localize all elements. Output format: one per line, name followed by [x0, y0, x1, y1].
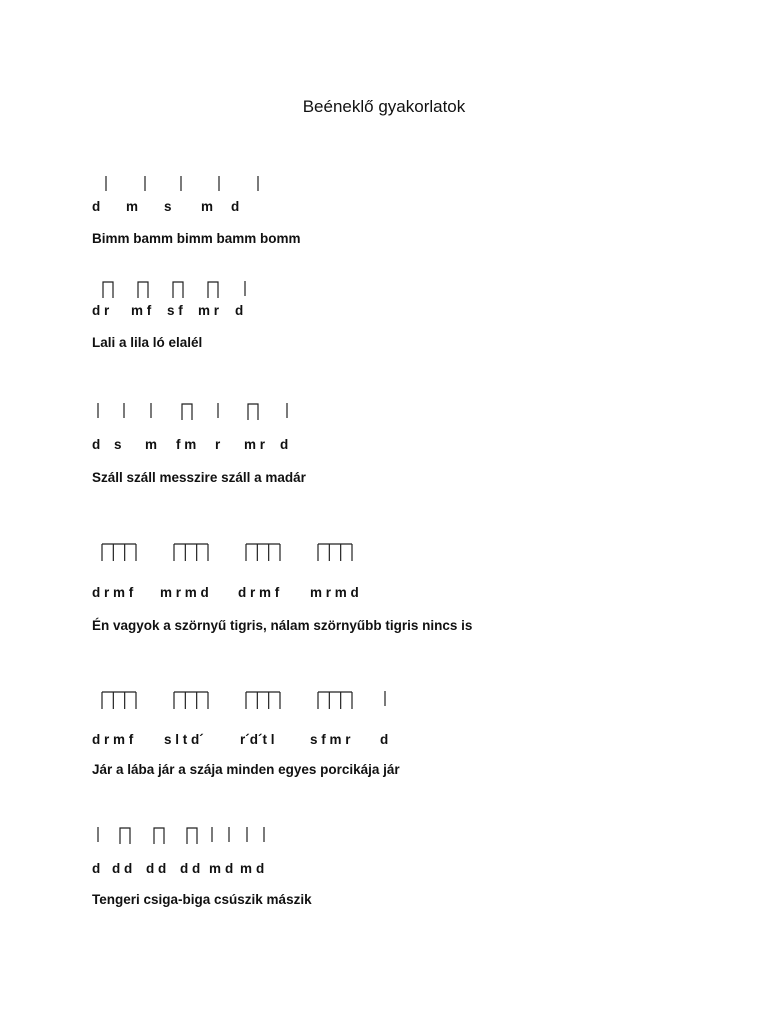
solfege-syllable: m r m d	[160, 585, 209, 600]
solfege-syllable: d	[92, 199, 101, 214]
rhythm-tiritiri-symbol	[246, 692, 280, 709]
rhythm-notation	[0, 174, 768, 198]
solfege-syllable: d	[235, 303, 244, 318]
rhythm-tiritiri-symbol	[102, 692, 136, 709]
solfege-syllable: d r m f	[92, 732, 134, 747]
solfege-syllable: d	[280, 437, 289, 452]
solfege-syllable: m f	[131, 303, 152, 318]
rhythm-titi-symbol	[187, 828, 197, 844]
solfege-syllable: d	[92, 437, 101, 452]
rhythm-titi-symbol	[248, 404, 258, 420]
solfege-syllable: d d	[112, 861, 133, 876]
solfege-syllable: m r m d	[310, 585, 359, 600]
rhythm-notation	[0, 825, 768, 849]
solfege-syllable: m r	[244, 437, 266, 452]
solfege-syllable: d r	[92, 303, 110, 318]
rhythm-notation	[0, 541, 768, 565]
lyric-line: Jár a lába jár a szája minden egyes porcikája jár	[92, 762, 400, 777]
rhythm-titi-symbol	[182, 404, 192, 420]
rhythm-titi-symbol	[154, 828, 164, 844]
solfege-syllable: m r	[198, 303, 220, 318]
solfege-syllable: m	[126, 199, 139, 214]
solfege-syllable: r´d´t l	[240, 732, 275, 747]
solfege-syllable: s l t d´	[164, 732, 204, 747]
solfege-syllable: m	[240, 861, 253, 876]
solfege-syllable: s	[164, 199, 172, 214]
solfege-syllable: d d	[180, 861, 201, 876]
rhythm-notation	[0, 689, 768, 713]
rhythm-titi-symbol	[120, 828, 130, 844]
rhythm-titi-symbol	[173, 282, 183, 298]
rhythm-titi-symbol	[103, 282, 113, 298]
rhythm-tiritiri-symbol	[246, 544, 280, 561]
rhythm-tiritiri-symbol	[174, 544, 208, 561]
solfege-syllable: r	[215, 437, 221, 452]
solfege-syllable: s	[114, 437, 122, 452]
solfege-syllable: s f m r	[310, 732, 351, 747]
solfege-syllable: m	[145, 437, 158, 452]
lyric-line: Lali a lila ló elalél	[92, 335, 203, 350]
solfege-syllable: m	[209, 861, 222, 876]
lyric-line: Száll száll messzire száll a madár	[92, 470, 306, 485]
solfege-syllable: d d	[146, 861, 167, 876]
solfege-syllable: d	[92, 861, 101, 876]
solfege-syllable: d	[225, 861, 234, 876]
rhythm-notation	[0, 279, 768, 303]
rhythm-tiritiri-symbol	[174, 692, 208, 709]
solfege-syllable: f m	[176, 437, 197, 452]
solfege-syllable: s f	[167, 303, 183, 318]
rhythm-notation	[0, 401, 768, 425]
solfege-syllable: d	[380, 732, 389, 747]
solfege-syllable: d r m f	[92, 585, 134, 600]
solfege-syllable: d r m f	[238, 585, 280, 600]
lyric-line: Én vagyok a szörnyű tigris, nálam szörnyűbb tigris nincs is	[92, 618, 473, 633]
lyric-line: Tengeri csiga-biga csúszik mászik	[92, 892, 312, 907]
lyric-line: Bimm bamm bimm bamm bomm	[92, 231, 301, 246]
solfege-syllable: d	[231, 199, 240, 214]
rhythm-tiritiri-symbol	[102, 544, 136, 561]
solfege-syllable: d	[256, 861, 265, 876]
rhythm-titi-symbol	[208, 282, 218, 298]
rhythm-tiritiri-symbol	[318, 692, 352, 709]
page-title: Beéneklő gyakorlatok	[302, 97, 466, 117]
solfege-syllable: m	[201, 199, 214, 214]
rhythm-titi-symbol	[138, 282, 148, 298]
rhythm-tiritiri-symbol	[318, 544, 352, 561]
